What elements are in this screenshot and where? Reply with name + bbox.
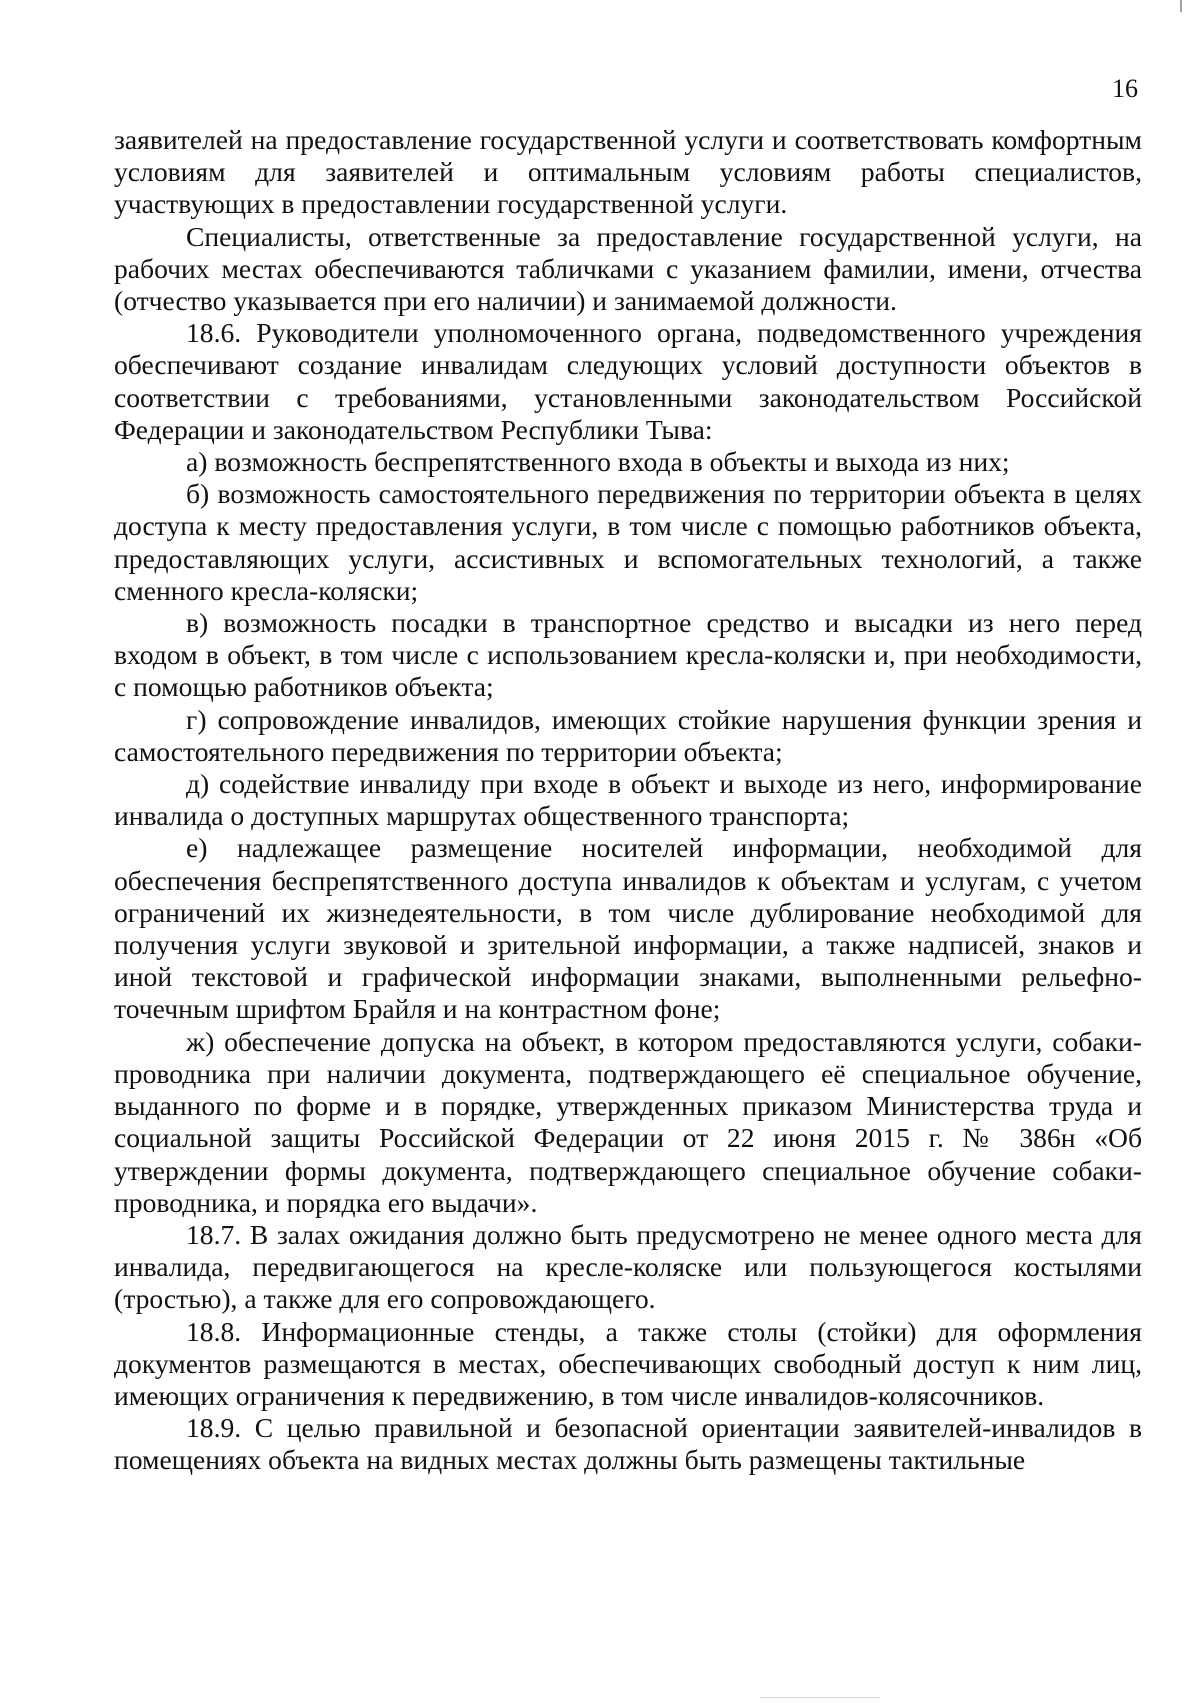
paragraph-18-9: 18.9. С целью правильной и безопасной ориентации заявителей-инвалидов в помещениях объекта на видных местах должны быть размещены тактильные: [114, 1412, 1142, 1476]
list-item-b: б) возможность самостоятельного передвижения по территории объекта в целях доступа к месту предоставления услуги, в том числе с помощью работников объекта, предоставляющих услуги, ассистивных и вспомогательных технологий, а также сменного кресла-коляски;: [114, 478, 1142, 606]
scan-artifact-top-right: [1180, 0, 1182, 12]
paragraph-18-7: 18.7. В залах ожидания должно быть предусмотрено не менее одного места для инвалида, передвигающегося на кресле-коляске или пользующегося костылями (тростью), а также для его сопровождающего.: [114, 1218, 1142, 1315]
paragraph-18-8: 18.8. Информационные стенды, а также столы (стойки) для оформления документов размещаются в местах, обеспечивающих свободный доступ к ним лиц, имеющих ограничения к передвижению, в том числе инвалидов-колясочников.: [114, 1315, 1142, 1411]
body-text: [114, 124, 1142, 1477]
list-item-v: в) возможность посадки в транспортное средство и высадки из него перед входом в объект, в том числе с использованием кресла-коляски и, при необходимости, с помощью работников объекта;: [114, 607, 1142, 703]
list-item-zh: ж) обеспечение допуска на объект, в котором предоставляются услуги, собаки-проводника при наличии документа, подтверждающего её специальное обучение, выданного по форме и в порядке, утвержденных приказом Министерства труда и социальной защиты Российской Федерации от 22 июня 2015 г. № 386н «Об утверждении формы документа, подтверждающего специальное обучение собаки-проводника, и порядка его выдачи».: [114, 1025, 1142, 1218]
paragraph-continued: заявителей на предоставление государственной услуги и соответствовать комфортным условиям для заявителей и оптимальным условиям работы специалистов, участвующих в предоставлении государственной услуги.: [114, 124, 1142, 220]
scan-artifact-bottom: [760, 1697, 880, 1698]
list-item-g: г) сопровождение инвалидов, имеющих стойкие нарушения функции зрения и самостоятельного передвижения по территории объекта;: [114, 703, 1142, 767]
list-item-a: а) возможность беспрепятственного входа в объекты и выхода из них;: [186, 446, 1010, 478]
list-item-e: е) надлежащее размещение носителей информации, необходимой для обеспечения беспрепятственного доступа инвалидов к объектам и услугам, с учетом ограничений их жизнедеятельности, в том числе дублирование необходимой для получения услуги звуковой и зрительной информации, а также надписей, знаков и иной текстовой и графической информации знаками, выполненными рельефно-точечным шрифтом Брайля и на контрастном фоне;: [114, 832, 1142, 1025]
page-number: 16: [1112, 74, 1138, 103]
paragraph-18-6: 18.6. Руководители уполномоченного органа, подведомственного учреждения обеспечивают создание инвалидам следующих условий доступности объектов в соответствии с требованиями, установленными законодательством Российской Федерации и законодательством Республики Тыва:: [114, 317, 1142, 445]
list-item-d: д) содействие инвалиду при входе в объект и выходе из него, информирование инвалида о доступных маршрутах общественного транспорта;: [114, 768, 1142, 832]
paragraph: Специалисты, ответственные за предоставление государственной услуги, на рабочих местах обеспечиваются табличками с указанием фамилии, имени, отчества (отчество указывается при его наличии) и занимаемой должности.: [114, 220, 1142, 317]
